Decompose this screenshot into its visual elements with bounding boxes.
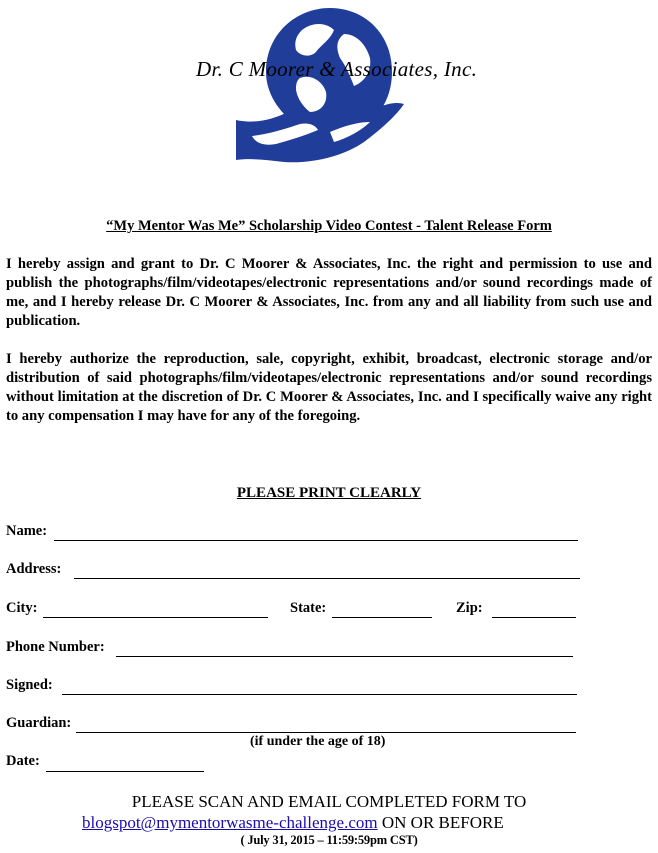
signature-field[interactable]	[62, 694, 577, 695]
signed-label: Signed:	[6, 677, 53, 693]
form-title: “My Mentor Was Me” Scholarship Video Contest - Talent Release Form	[106, 218, 552, 234]
zip-label: Zip:	[456, 600, 483, 616]
email-row	[82, 813, 504, 833]
name-label: Name:	[6, 523, 48, 539]
deadline-text: ( July 31, 2015 – 11:59:59pm CST)	[240, 833, 418, 847]
name-field[interactable]	[54, 540, 578, 541]
state-field[interactable]	[332, 617, 432, 618]
zip-field[interactable]	[492, 617, 576, 618]
date-label: Date:	[6, 753, 40, 769]
on-or-before-text: ON OR BEFORE	[381, 813, 504, 832]
address-label: Address:	[6, 561, 62, 577]
phone-field[interactable]	[116, 656, 573, 657]
release-paragraph-1: I hereby assign and grant to Dr. C Moorer & Associates, Inc. the right and permission to use and publish the photographs/film/videotapes/electronic representations and/or sound recordings made of me, and I hereby release Dr. C Moorer & Associates, Inc. from any and all liability from such use and publication.	[6, 256, 652, 329]
company-logo	[0, 0, 658, 175]
guardian-note: (if under the age of 18)	[250, 734, 386, 749]
guardian-label: Guardian:	[6, 715, 72, 731]
state-label: State:	[290, 600, 327, 616]
phone-label: Phone Number:	[6, 639, 105, 655]
address-field[interactable]	[74, 578, 580, 579]
email-instructions: PLEASE SCAN AND EMAIL COMPLETED FORM TO	[131, 792, 527, 811]
release-paragraph-2: I hereby authorize the reproduction, sale, copyright, exhibit, broadcast, electronic storage and/or distribution of said photographs/film/videotapes/electronic representations and/or sound recordings without limitation at the discretion of Dr. C Moorer & Associates, Inc. and I specifically waive any right to any compensation I may have for any of the foregoing.	[6, 351, 652, 424]
company-name: Dr. C Moorer & Associates, Inc.	[196, 57, 478, 81]
email-link[interactable]: blogspot@mymentorwasme-challenge.com	[82, 813, 378, 832]
print-clearly-heading: PLEASE PRINT CLEARLY	[236, 485, 422, 501]
date-field[interactable]	[46, 771, 204, 772]
city-label: City:	[6, 600, 38, 616]
city-field[interactable]	[43, 617, 268, 618]
guardian-field[interactable]	[76, 732, 576, 733]
